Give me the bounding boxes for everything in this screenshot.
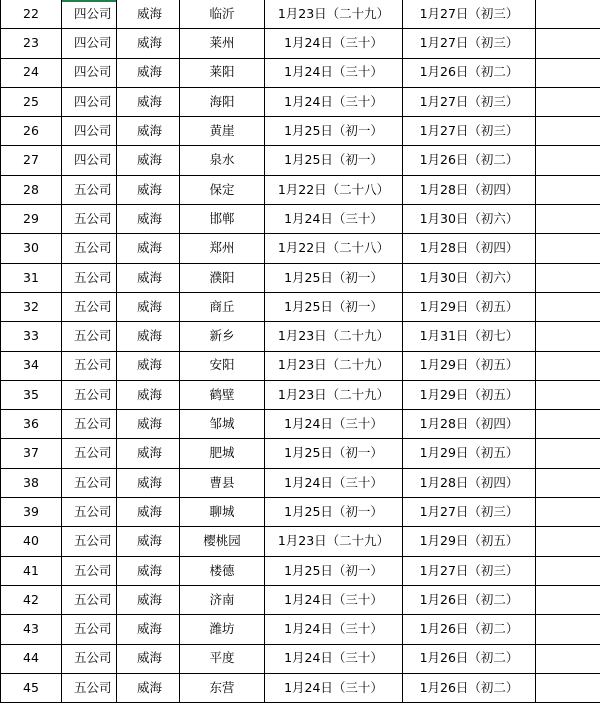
origin-cell[interactable]: 威海 xyxy=(117,439,180,468)
origin-cell[interactable]: 威海 xyxy=(117,615,180,644)
company-cell[interactable]: 四公司 xyxy=(62,58,117,87)
row-number-cell[interactable]: 25 xyxy=(1,87,62,116)
table-row xyxy=(1,263,600,292)
table-row xyxy=(1,234,600,263)
company-cell[interactable]: 五公司 xyxy=(62,439,117,468)
destination-cell[interactable]: 海阳 xyxy=(180,87,265,116)
depart-date-cell[interactable]: 1月23日（二十九） xyxy=(265,322,403,351)
table-row xyxy=(1,351,600,380)
company-cell[interactable]: 五公司 xyxy=(62,322,117,351)
company-cell[interactable]: 五公司 xyxy=(62,468,117,497)
row-number-cell[interactable]: 45 xyxy=(1,673,62,702)
table-row xyxy=(1,58,600,87)
destination-cell[interactable]: 鹤壁 xyxy=(180,380,265,409)
empty-cell[interactable] xyxy=(536,439,600,468)
table-row xyxy=(1,527,600,556)
empty-cell[interactable] xyxy=(536,644,600,673)
table-row xyxy=(1,673,600,702)
destination-cell[interactable]: 聊城 xyxy=(180,498,265,527)
empty-cell[interactable] xyxy=(536,380,600,409)
empty-cell[interactable] xyxy=(536,292,600,321)
origin-cell[interactable]: 威海 xyxy=(117,87,180,116)
depart-date-cell[interactable]: 1月23日（二十九） xyxy=(265,380,403,409)
origin-cell[interactable]: 威海 xyxy=(117,263,180,292)
table-row xyxy=(1,380,600,409)
row-number-cell[interactable]: 26 xyxy=(1,117,62,146)
destination-cell[interactable]: 济南 xyxy=(180,585,265,614)
origin-cell[interactable]: 威海 xyxy=(117,234,180,263)
empty-cell[interactable] xyxy=(536,117,600,146)
depart-date-cell[interactable]: 1月25日（初一） xyxy=(265,146,403,175)
empty-cell[interactable] xyxy=(536,468,600,497)
destination-cell[interactable]: 保定 xyxy=(180,175,265,204)
depart-date-cell[interactable]: 1月25日（初一） xyxy=(265,292,403,321)
origin-cell[interactable]: 威海 xyxy=(117,292,180,321)
row-number-cell[interactable]: 24 xyxy=(1,58,62,87)
row-number-cell[interactable]: 38 xyxy=(1,468,62,497)
company-cell[interactable]: 五公司 xyxy=(62,351,117,380)
table-row xyxy=(1,292,600,321)
return-date-cell[interactable]: 1月29日（初五） xyxy=(403,439,536,468)
empty-cell[interactable] xyxy=(536,263,600,292)
company-cell[interactable]: 四公司 xyxy=(62,29,117,58)
row-number-cell[interactable]: 30 xyxy=(1,234,62,263)
destination-cell[interactable]: 邹城 xyxy=(180,410,265,439)
depart-date-cell[interactable]: 1月22日（二十八） xyxy=(265,234,403,263)
row-number-cell[interactable]: 27 xyxy=(1,146,62,175)
table-row xyxy=(1,615,600,644)
row-number-cell[interactable]: 42 xyxy=(1,585,62,614)
origin-cell[interactable]: 威海 xyxy=(117,673,180,702)
empty-cell[interactable] xyxy=(536,673,600,702)
return-date-cell[interactable]: 1月28日（初四） xyxy=(403,175,536,204)
origin-cell[interactable]: 威海 xyxy=(117,644,180,673)
depart-date-cell[interactable]: 1月24日（三十） xyxy=(265,410,403,439)
destination-cell[interactable]: 莱阳 xyxy=(180,58,265,87)
row-number-cell[interactable]: 23 xyxy=(1,29,62,58)
destination-cell[interactable]: 东营 xyxy=(180,673,265,702)
depart-date-cell[interactable]: 1月24日（三十） xyxy=(265,615,403,644)
return-date-cell[interactable]: 1月26日（初二） xyxy=(403,58,536,87)
destination-cell[interactable]: 肥城 xyxy=(180,439,265,468)
destination-cell[interactable]: 莱州 xyxy=(180,29,265,58)
return-date-cell[interactable]: 1月26日（初二） xyxy=(403,585,536,614)
destination-cell[interactable]: 樱桃园 xyxy=(180,527,265,556)
company-cell[interactable]: 五公司 xyxy=(62,380,117,409)
return-date-cell[interactable]: 1月28日（初四） xyxy=(403,410,536,439)
table-row xyxy=(1,556,600,585)
company-cell[interactable]: 五公司 xyxy=(62,205,117,234)
destination-cell[interactable]: 郑州 xyxy=(180,234,265,263)
origin-cell[interactable]: 威海 xyxy=(117,29,180,58)
depart-date-cell[interactable]: 1月25日（初一） xyxy=(265,439,403,468)
return-date-cell[interactable]: 1月26日（初二） xyxy=(403,644,536,673)
origin-cell[interactable]: 威海 xyxy=(117,527,180,556)
origin-cell[interactable]: 威海 xyxy=(117,175,180,204)
origin-cell[interactable]: 威海 xyxy=(117,0,180,29)
return-date-cell[interactable]: 1月28日（初四） xyxy=(403,234,536,263)
empty-cell[interactable] xyxy=(536,146,600,175)
empty-cell[interactable] xyxy=(536,205,600,234)
destination-cell[interactable]: 临沂 xyxy=(180,0,265,29)
table-row xyxy=(1,146,600,175)
return-date-cell[interactable]: 1月27日（初三） xyxy=(403,29,536,58)
company-cell[interactable]: 四公司 xyxy=(62,0,117,29)
table-row xyxy=(1,87,600,116)
row-number-cell[interactable]: 28 xyxy=(1,175,62,204)
origin-cell[interactable]: 威海 xyxy=(117,146,180,175)
depart-date-cell[interactable]: 1月24日（三十） xyxy=(265,673,403,702)
depart-date-cell[interactable]: 1月24日（三十） xyxy=(265,29,403,58)
return-date-cell[interactable]: 1月27日（初三） xyxy=(403,556,536,585)
row-number-cell[interactable]: 39 xyxy=(1,498,62,527)
table-row xyxy=(1,205,600,234)
origin-cell[interactable]: 威海 xyxy=(117,556,180,585)
return-date-cell[interactable]: 1月30日（初六） xyxy=(403,205,536,234)
row-number-cell[interactable]: 22 xyxy=(1,0,62,29)
company-cell[interactable]: 四公司 xyxy=(62,117,117,146)
empty-cell[interactable] xyxy=(536,0,600,29)
return-date-cell[interactable]: 1月27日（初三） xyxy=(403,0,536,29)
company-cell[interactable]: 五公司 xyxy=(62,673,117,702)
depart-date-cell[interactable]: 1月25日（初一） xyxy=(265,556,403,585)
company-cell[interactable]: 五公司 xyxy=(62,263,117,292)
empty-cell[interactable] xyxy=(536,585,600,614)
company-cell[interactable]: 五公司 xyxy=(62,410,117,439)
table-row xyxy=(1,410,600,439)
table-row xyxy=(1,468,600,497)
return-date-cell[interactable]: 1月26日（初二） xyxy=(403,146,536,175)
depart-date-cell[interactable]: 1月25日（初一） xyxy=(265,263,403,292)
table-row xyxy=(1,117,600,146)
row-number-cell[interactable]: 37 xyxy=(1,439,62,468)
depart-date-cell[interactable]: 1月25日（初一） xyxy=(265,498,403,527)
destination-cell[interactable]: 楼德 xyxy=(180,556,265,585)
table-row xyxy=(1,498,600,527)
company-cell[interactable]: 五公司 xyxy=(62,644,117,673)
depart-date-cell[interactable]: 1月25日（初一） xyxy=(265,117,403,146)
depart-date-cell[interactable]: 1月23日（二十九） xyxy=(265,0,403,29)
depart-date-cell[interactable]: 1月24日（三十） xyxy=(265,644,403,673)
depart-date-cell[interactable]: 1月23日（二十九） xyxy=(265,351,403,380)
return-date-cell[interactable]: 1月29日（初五） xyxy=(403,527,536,556)
table-body xyxy=(1,0,600,703)
empty-cell[interactable] xyxy=(536,234,600,263)
table-row xyxy=(1,439,600,468)
empty-cell[interactable] xyxy=(536,322,600,351)
return-date-cell[interactable]: 1月26日（初二） xyxy=(403,615,536,644)
table-row xyxy=(1,644,600,673)
return-date-cell[interactable]: 1月27日（初三） xyxy=(403,498,536,527)
return-date-cell[interactable]: 1月27日（初三） xyxy=(403,87,536,116)
origin-cell[interactable]: 威海 xyxy=(117,468,180,497)
origin-cell[interactable]: 威海 xyxy=(117,351,180,380)
company-cell[interactable]: 四公司 xyxy=(62,87,117,116)
company-cell[interactable]: 四公司 xyxy=(62,146,117,175)
destination-cell[interactable]: 安阳 xyxy=(180,351,265,380)
table-row xyxy=(1,0,600,29)
destination-cell[interactable]: 新乡 xyxy=(180,322,265,351)
origin-cell[interactable]: 威海 xyxy=(117,117,180,146)
origin-cell[interactable]: 威海 xyxy=(117,410,180,439)
origin-cell[interactable]: 威海 xyxy=(117,58,180,87)
company-cell[interactable]: 五公司 xyxy=(62,292,117,321)
destination-cell[interactable]: 濮阳 xyxy=(180,263,265,292)
company-cell[interactable]: 五公司 xyxy=(62,556,117,585)
row-number-cell[interactable]: 41 xyxy=(1,556,62,585)
depart-date-cell[interactable]: 1月24日（三十） xyxy=(265,87,403,116)
row-number-cell[interactable]: 34 xyxy=(1,351,62,380)
company-cell[interactable]: 五公司 xyxy=(62,585,117,614)
destination-cell[interactable]: 潍坊 xyxy=(180,615,265,644)
empty-cell[interactable] xyxy=(536,29,600,58)
destination-cell[interactable]: 平度 xyxy=(180,644,265,673)
return-date-cell[interactable]: 1月28日（初四） xyxy=(403,468,536,497)
row-number-cell[interactable]: 33 xyxy=(1,322,62,351)
empty-cell[interactable] xyxy=(536,58,600,87)
empty-cell[interactable] xyxy=(536,175,600,204)
depart-date-cell[interactable]: 1月24日（三十） xyxy=(265,205,403,234)
depart-date-cell[interactable]: 1月22日（二十八） xyxy=(265,175,403,204)
company-cell[interactable]: 五公司 xyxy=(62,234,117,263)
empty-cell[interactable] xyxy=(536,498,600,527)
return-date-cell[interactable]: 1月29日（初五） xyxy=(403,292,536,321)
row-number-cell[interactable]: 35 xyxy=(1,380,62,409)
origin-cell[interactable]: 威海 xyxy=(117,205,180,234)
return-date-cell[interactable]: 1月27日（初三） xyxy=(403,117,536,146)
row-number-cell[interactable]: 44 xyxy=(1,644,62,673)
return-date-cell[interactable]: 1月30日（初六） xyxy=(403,263,536,292)
empty-cell[interactable] xyxy=(536,527,600,556)
company-cell[interactable]: 五公司 xyxy=(62,527,117,556)
return-date-cell[interactable]: 1月29日（初五） xyxy=(403,351,536,380)
return-date-cell[interactable]: 1月31日（初七） xyxy=(403,322,536,351)
table-row xyxy=(1,175,600,204)
depart-date-cell[interactable]: 1月24日（三十） xyxy=(265,58,403,87)
depart-date-cell[interactable]: 1月24日（三十） xyxy=(265,585,403,614)
origin-cell[interactable]: 威海 xyxy=(117,585,180,614)
origin-cell[interactable]: 威海 xyxy=(117,498,180,527)
empty-cell[interactable] xyxy=(536,410,600,439)
company-cell[interactable]: 五公司 xyxy=(62,498,117,527)
return-date-cell[interactable]: 1月29日（初五） xyxy=(403,380,536,409)
depart-date-cell[interactable]: 1月24日（三十） xyxy=(265,468,403,497)
destination-cell[interactable]: 商丘 xyxy=(180,292,265,321)
destination-cell[interactable]: 曹县 xyxy=(180,468,265,497)
return-date-cell[interactable]: 1月26日（初二） xyxy=(403,673,536,702)
origin-cell[interactable]: 威海 xyxy=(117,380,180,409)
table-row xyxy=(1,585,600,614)
depart-date-cell[interactable]: 1月23日（二十九） xyxy=(265,527,403,556)
empty-cell[interactable] xyxy=(536,556,600,585)
destination-cell[interactable]: 黄崖 xyxy=(180,117,265,146)
row-number-cell[interactable]: 31 xyxy=(1,263,62,292)
row-number-cell[interactable]: 32 xyxy=(1,292,62,321)
row-number-cell[interactable]: 29 xyxy=(1,205,62,234)
empty-cell[interactable] xyxy=(536,615,600,644)
row-number-cell[interactable]: 43 xyxy=(1,615,62,644)
row-number-cell[interactable]: 40 xyxy=(1,527,62,556)
company-cell[interactable]: 五公司 xyxy=(62,175,117,204)
table-row xyxy=(1,29,600,58)
empty-cell[interactable] xyxy=(536,351,600,380)
empty-cell[interactable] xyxy=(536,87,600,116)
origin-cell[interactable]: 威海 xyxy=(117,322,180,351)
row-number-cell[interactable]: 36 xyxy=(1,410,62,439)
table-row xyxy=(1,322,600,351)
destination-cell[interactable]: 邯郸 xyxy=(180,205,265,234)
destination-cell[interactable]: 泉水 xyxy=(180,146,265,175)
company-cell[interactable]: 五公司 xyxy=(62,615,117,644)
